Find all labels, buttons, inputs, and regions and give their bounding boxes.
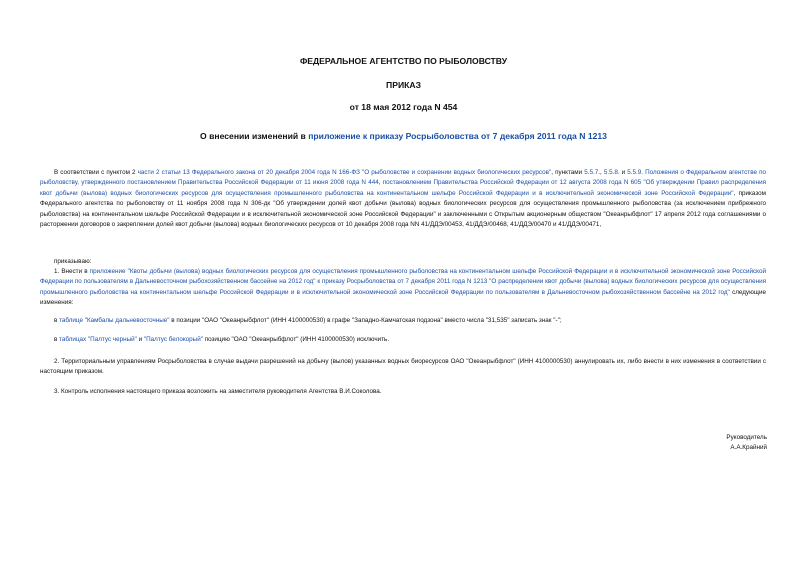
agency-name: ФЕДЕРАЛЬНОЕ АГЕНТСТВО ПО РЫБОЛОВСТВУ — [299, 56, 508, 66]
clause-link-557[interactable]: 5.5.7. — [584, 169, 600, 176]
item-2-paragraph: 2. Территориальным управлениям Росрыболовства в случае выдачи разрешений на добычу (вылов) указанных водных биоресурсов ОАО "Океанрыбфлот" (ИНН 4100000530) аннулировать их, либо внести в них изменения в соответствии с настоящим приказом. — [40, 358, 766, 376]
change-1-paragraph — [40, 316, 766, 326]
item-1-text: 1. Внести в — [54, 268, 90, 275]
preamble-text: В соответствии с пунктом 2 — [54, 169, 138, 176]
table-link-flounder[interactable]: таблице "Камбалы дальневосточные" — [59, 317, 170, 324]
law-link[interactable]: части 2 статьи 13 Федерального закона от 20 декабря 2004 года N 166-ФЗ "О рыболовстве и сохранении водных биологических ресурсов" — [137, 169, 552, 176]
preamble-text: , — [599, 169, 604, 176]
change-2-text: в — [54, 336, 60, 343]
preamble-text: , — [378, 179, 383, 187]
table-link-white-halibut[interactable]: "Палтус белокорый" — [143, 336, 203, 343]
item-3-paragraph: 3. Контроль исполнения настоящего приказа возложить на заместителя руководителя Агентства В.И.Соколова. — [54, 388, 382, 395]
resolution-link[interactable]: постановлением Правительства Российской Федерации от 12 августа 2008 года N 605 "Об утверждении Правил распределения квот добычи (вылова) водных биологических ресурсов для осуществления промышленного рыболовства на континентальном шельфе Российской Федерации и в исключительной экономической зоне Российской Федерации" — [40, 179, 767, 197]
document-date-number: от 18 мая 2012 года N 454 — [349, 102, 458, 112]
change-1-text: в позиции "ОАО "Океанрыбфлот" (ИНН 4100000530) в графе "Западно-Камчатская подзона" вместо числа "31,535" записать знак "-"; — [169, 317, 562, 324]
change-2-text: позицию "ОАО "Океанрыбфлот" (ИНН 4100000530) исключить. — [202, 336, 390, 343]
order-word: приказываю: — [54, 258, 92, 265]
item-1-text: следующие изменения: — [40, 288, 766, 307]
table-link-black-halibut[interactable]: таблицах "Палтус черный" — [59, 336, 137, 343]
item-1-paragraph — [40, 267, 766, 309]
document-type: ПРИКАЗ — [386, 80, 421, 90]
title-prefix: О внесении изменений в — [200, 131, 309, 141]
document-title — [0, 131, 807, 141]
preamble-text: , пунктами — [551, 169, 585, 176]
clause-link-558[interactable]: 5.5.8. — [603, 169, 620, 176]
signature-name: А.А.Крайний — [730, 444, 767, 451]
title-link[interactable]: приложение к приказу Росрыболовства от 7 декабря 2011 года N 1213 — [308, 131, 607, 141]
regulation-link[interactable]: 5.5.9. Положения о Федеральном агентстве по рыболовству, утвержденного постановлением Правительства Российской Федерации от 11 июня 2008 года N 444 — [40, 169, 766, 187]
change-2-paragraph — [40, 335, 766, 345]
appendix-link[interactable]: приложение "Квоты добычи (вылова) водных биологических ресурсов для осуществления промышленного рыболовства на континентальном шельфе Российской Федерации и в исключительной экономической зоне Российской Федерации по пользователям в Дальневосточном рыбохозяйственном бассейне на 2012 год" к приказу Росрыболовства от 7 декабря 2011 года N 1213 "О распределении квот добычи (вылова) водных биологических ресурсов для осуществления промышленного рыболовства на континентальном шельфе Российской Федерации и в исключительной экономической зоне Российской Федерации по пользователям в Дальневосточном рыбохозяйственном бассейне на 2012 год" — [40, 268, 766, 296]
change-2-text: и — [136, 336, 144, 343]
preamble-paragraph — [40, 168, 766, 230]
preamble-text: и — [619, 169, 628, 176]
signature-position: Руководитель — [726, 434, 767, 441]
preamble-text: , приказом Федерального агентства по рыболовству от 11 ноября 2008 года N 306-дк "Об утверждении долей квот добычи (вылова) водных биологических ресурсов для осуществления промышленного рыболовства (за исключением прибрежного рыболовства) на континентальном шельфе Российской Федерации и в исключительной экономической зоне Российской Федерации" и заключенными с Открытым акционерным обществом "Океанрыбфлот" 17 апреля 2012 года соглашениями о расторжении договоров о закреплении долей квот добычи (вылова) водных биологических ресурсов от 10 декабря 2008 года NN 41/ДДЭ/00453, 41/ДДЭ/00468, 41/ДДЭ/00470 и 41/ДДЭ/00471, — [40, 189, 766, 229]
change-1-text: в — [54, 317, 60, 324]
